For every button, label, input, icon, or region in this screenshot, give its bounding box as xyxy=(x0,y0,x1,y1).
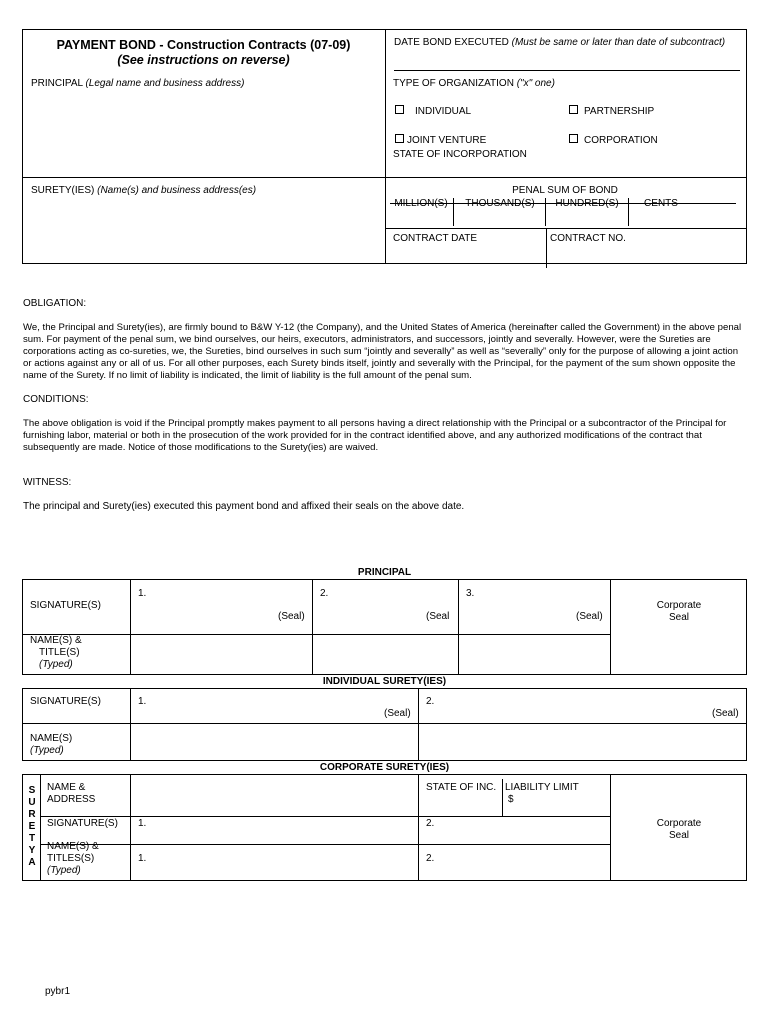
surety-a-vertical-label: S U R E T Y A xyxy=(28,785,36,868)
individual-sig-2-number: 2. xyxy=(426,696,435,707)
witness-text: The principal and Surety(ies) executed this payment bond and affixed their seals on the above date. xyxy=(23,501,465,512)
corporate-row-divider xyxy=(40,844,610,845)
corporate-name-address-label: NAME & ADDRESS xyxy=(47,782,96,805)
principal-col-divider xyxy=(130,579,131,675)
individual-row-divider xyxy=(22,723,747,724)
individual-surety-heading: INDIVIDUAL SURETY(IES) xyxy=(322,676,447,687)
individual-sig-1-number: 1. xyxy=(138,696,147,707)
principal-sig-1-number: 1. xyxy=(138,588,147,599)
principal-col-divider xyxy=(312,579,313,675)
contract-no-label: CONTRACT NO. xyxy=(550,233,626,244)
principal-row-divider xyxy=(22,634,610,635)
corporate-surety-seal: Corporate Seal xyxy=(656,818,702,841)
principal-name-2[interactable] xyxy=(314,636,456,674)
corporate-col-divider xyxy=(502,779,503,816)
corporate-name-1-number: 1. xyxy=(138,853,147,864)
penal-hundreds-label: HUNDRED(S) xyxy=(555,198,619,209)
surety-field[interactable] xyxy=(28,200,378,260)
principal-col-divider xyxy=(458,579,459,675)
principal-sig-3-seal: (Seal) xyxy=(576,611,603,622)
conditions-heading: CONDITIONS: xyxy=(23,394,89,405)
corporate-names-titles-label: NAME(S) & TITLES(S) (Typed) xyxy=(47,841,99,876)
joint-venture-label: JOINT VENTURE xyxy=(407,135,487,146)
principal-sig-3-number: 3. xyxy=(466,588,475,599)
corporate-name-2-number: 2. xyxy=(426,853,435,864)
contract-date-label: CONTRACT DATE xyxy=(393,233,478,244)
obligation-text: We, the Principal and Surety(ies), are firmly bound to B&W Y-12 (the Company), and the United States of America (hereinafter called the Government) in the above penal sum. For payment of the penal sum, we bind ourselves, our heirs, executors, administrators, and successors, jointly and severally. However, were the Sureties are corporations acting as co-sureties, we, the Sureties, bind ourselves in such sum “jointly and severally” as well as “severally” only for the purpose of allowing a joint action or actions against any or all of us. For all other purposes, each Surety binds itself, jointly and severally with the Principal, for the payment of the sum shown opposite the name of the Surety. If no limit of liability is indicated, the limit of liability is the full amount of the penal sum. xyxy=(23,322,742,381)
principal-signature-1[interactable] xyxy=(132,581,310,632)
principal-label: PRINCIPAL (Legal name and business address) xyxy=(31,78,245,89)
principal-signature-3[interactable] xyxy=(460,581,608,632)
corporate-col-divider xyxy=(130,774,131,881)
corporate-col-divider xyxy=(418,774,419,881)
corporate-col-divider xyxy=(610,774,611,881)
individual-sig-1-seal: (Seal) xyxy=(384,708,411,719)
principal-corporate-seal: Corporate Seal xyxy=(656,600,702,623)
penal-cents-label: CENTS xyxy=(644,198,678,209)
corporate-name-2[interactable] xyxy=(420,846,608,879)
obligation-heading: OBLIGATION: xyxy=(23,298,87,309)
date-executed-label: DATE BOND EXECUTED (Must be same or later than date of subcontract) xyxy=(394,37,726,48)
org-type-label: TYPE OF ORGANIZATION ("x" one) xyxy=(393,78,555,89)
corporate-liability-limit-label: LIABILITY LIMIT $ xyxy=(505,782,579,805)
witness-heading: WITNESS: xyxy=(23,477,72,488)
corporate-name-address-field[interactable] xyxy=(132,776,416,814)
header-row-divider xyxy=(22,177,747,178)
form-title: PAYMENT BOND - Construction Contracts (07-09) xyxy=(56,38,351,52)
corporate-row-divider xyxy=(40,816,610,817)
individual-sig-2-seal: (Seal) xyxy=(712,708,739,719)
individual-signature-2[interactable] xyxy=(420,690,745,721)
form-code: pybr1 xyxy=(45,986,71,997)
penal-col-divider xyxy=(545,198,546,226)
contract-divider xyxy=(546,228,547,268)
partnership-label: PARTNERSHIP xyxy=(584,106,655,117)
principal-name-1[interactable] xyxy=(132,636,310,674)
individual-name-2[interactable] xyxy=(420,725,745,759)
individual-checkbox[interactable] xyxy=(395,105,404,114)
principal-signature-2[interactable] xyxy=(314,581,456,632)
principal-name-3[interactable] xyxy=(460,636,608,674)
penal-millions-label: MILLION(S) xyxy=(394,198,448,209)
individual-label: INDIVIDUAL xyxy=(415,106,472,117)
corporate-name-1[interactable] xyxy=(132,846,416,879)
corporate-signature-1[interactable] xyxy=(132,818,416,842)
corporation-checkbox[interactable] xyxy=(569,134,578,143)
individual-signature-1[interactable] xyxy=(132,690,416,721)
surety-label: SURETY(IES) (Name(s) and business address(es) xyxy=(31,185,257,196)
principal-heading: PRINCIPAL xyxy=(357,567,412,578)
penal-col-divider xyxy=(453,198,454,226)
form-subtitle: (See instructions on reverse) xyxy=(117,53,290,67)
principal-sig-1-seal: (Seal) xyxy=(278,611,305,622)
corporate-signature-label: SIGNATURE(S) xyxy=(47,818,118,829)
corporate-surety-heading: CORPORATE SURETY(IES) xyxy=(319,762,450,773)
penal-thousands-label: THOUSAND(S) xyxy=(465,198,535,209)
joint-venture-checkbox[interactable] xyxy=(395,134,404,143)
penal-sum-label: PENAL SUM OF BOND xyxy=(512,185,618,196)
corporate-state-inc-label: STATE OF INC. xyxy=(426,782,497,793)
corporation-label: CORPORATION xyxy=(584,135,658,146)
partnership-checkbox[interactable] xyxy=(569,105,578,114)
principal-names-label: NAME(S) & TITLE(S) (Typed) xyxy=(30,635,82,670)
principal-col-divider xyxy=(610,579,611,675)
state-incorporation-label: STATE OF INCORPORATION xyxy=(393,149,527,160)
penal-col-divider xyxy=(628,198,629,226)
individual-name-1[interactable] xyxy=(132,725,416,759)
principal-sig-2-seal: (Seal xyxy=(426,611,450,622)
individual-col-divider xyxy=(130,688,131,761)
individual-col-divider xyxy=(418,688,419,761)
principal-signature-label: SIGNATURE(S) xyxy=(30,600,101,611)
principal-field[interactable] xyxy=(28,92,378,172)
date-executed-line[interactable] xyxy=(394,70,740,71)
corporate-signature-2[interactable] xyxy=(420,818,608,842)
conditions-text: The above obligation is void if the Principal promptly makes payment to all persons having a direct relationship with the Principal or a subcontractor of the Principal for furnishing labor, material or both in the prosecution of the work provided for in the contract identified above, and any authorized modifications of the contract that subsequently are made. Notice of those modifications to the Surety(ies) are waived. xyxy=(23,418,727,453)
corporate-sig-1-number: 1. xyxy=(138,818,147,829)
individual-signature-label: SIGNATURE(S) xyxy=(30,696,101,707)
contract-row-divider xyxy=(385,228,747,229)
individual-names-label: NAME(S) (Typed) xyxy=(30,733,73,756)
corporate-sig-2-number: 2. xyxy=(426,818,435,829)
corporate-col-divider xyxy=(40,774,41,881)
principal-sig-2-number: 2. xyxy=(320,588,329,599)
